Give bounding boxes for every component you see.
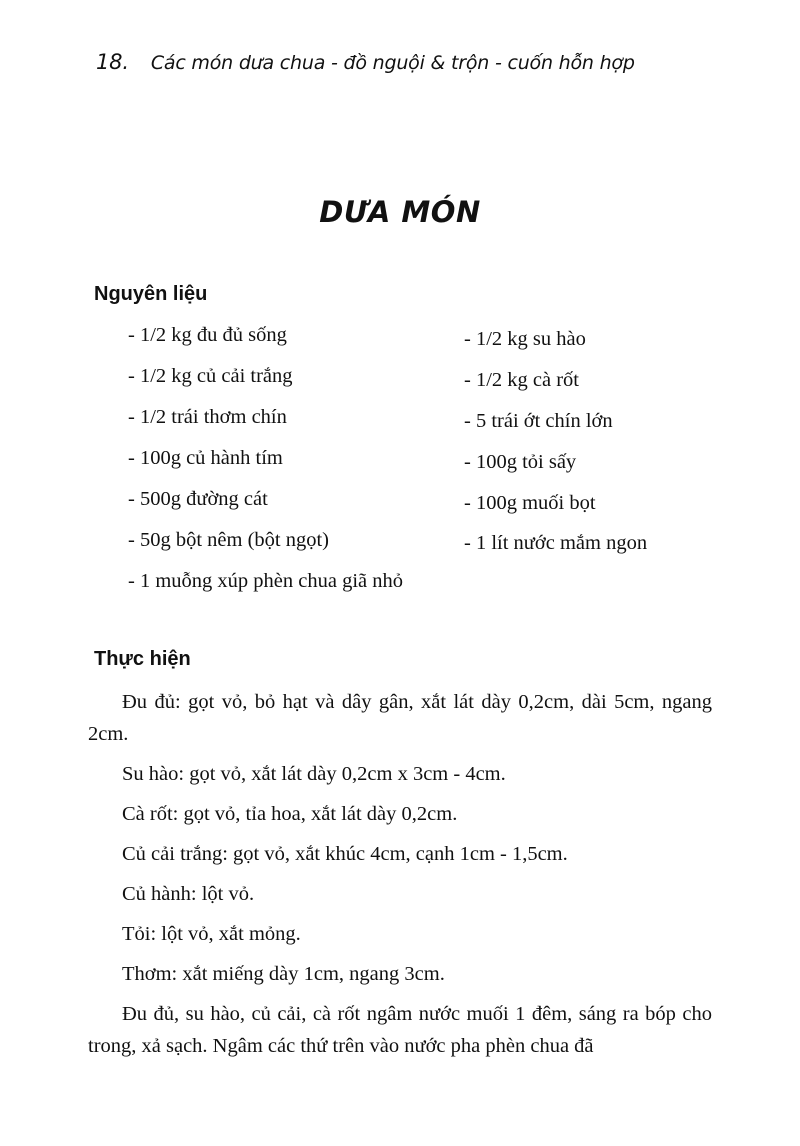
page-number: 18.: [96, 50, 129, 74]
ingredient-item: - 1/2 kg đu đủ sống: [128, 324, 287, 346]
ingredient-item: - 1/2 kg củ cải trắng: [128, 365, 293, 387]
running-header: [96, 50, 635, 74]
step-paragraph: Thơm: xắt miếng dày 1cm, ngang 3cm.: [122, 963, 445, 985]
recipe-title: DƯA MÓN: [319, 195, 481, 229]
step-paragraph: Cà rốt: gọt vỏ, tỉa hoa, xắt lát dày 0,2cm.: [122, 803, 458, 825]
ingredient-item: - 5 trái ớt chín lớn: [464, 410, 613, 432]
step-paragraph: Tỏi: lột vỏ, xắt mỏng.: [122, 923, 301, 945]
ingredients-heading: Nguyên liệu: [94, 283, 208, 305]
ingredient-item: - 100g muối bọt: [464, 492, 596, 514]
ingredient-item: - 1 muỗng xúp phèn chua giã nhỏ: [128, 570, 403, 592]
step-paragraph: Đu đủ, su hào, củ cải, cà rốt ngâm nước muối 1 đêm, sáng ra bóp cho trong, xả sạch. Ngâm các thứ trên vào nước pha phèn chua đã: [88, 1003, 712, 1057]
step-paragraph: Củ cải trắng: gọt vỏ, xắt khúc 4cm, cạnh 1cm - 1,5cm.: [122, 843, 568, 865]
ingredient-item: - 1 lít nước mắm ngon: [464, 532, 648, 554]
step-paragraph: Củ hành: lột vỏ.: [122, 883, 255, 905]
steps-heading: Thực hiện: [94, 648, 191, 670]
ingredient-item: - 50g bột nêm (bột ngọt): [128, 529, 329, 551]
running-title: Các món dưa chua - đồ nguội & trộn - cuốn hỗn hợp: [150, 52, 635, 74]
step-paragraph: Đu đủ: gọt vỏ, bỏ hạt và dây gân, xắt lát dày 0,2cm, dài 5cm, ngang 2cm.: [88, 691, 712, 745]
steps-body: [88, 686, 712, 1070]
ingredient-item: - 1/2 kg su hào: [464, 328, 586, 350]
ingredient-item: - 100g tỏi sấy: [464, 451, 577, 473]
ingredient-item: - 1/2 trái thơm chín: [128, 406, 287, 428]
ingredients-list: [128, 324, 728, 614]
ingredient-item: - 100g củ hành tím: [128, 447, 283, 469]
ingredient-item: - 500g đường cát: [128, 488, 268, 510]
ingredient-item: - 1/2 kg cà rốt: [464, 369, 579, 391]
step-paragraph: Su hào: gọt vỏ, xắt lát dày 0,2cm x 3cm - 4cm.: [122, 763, 506, 785]
